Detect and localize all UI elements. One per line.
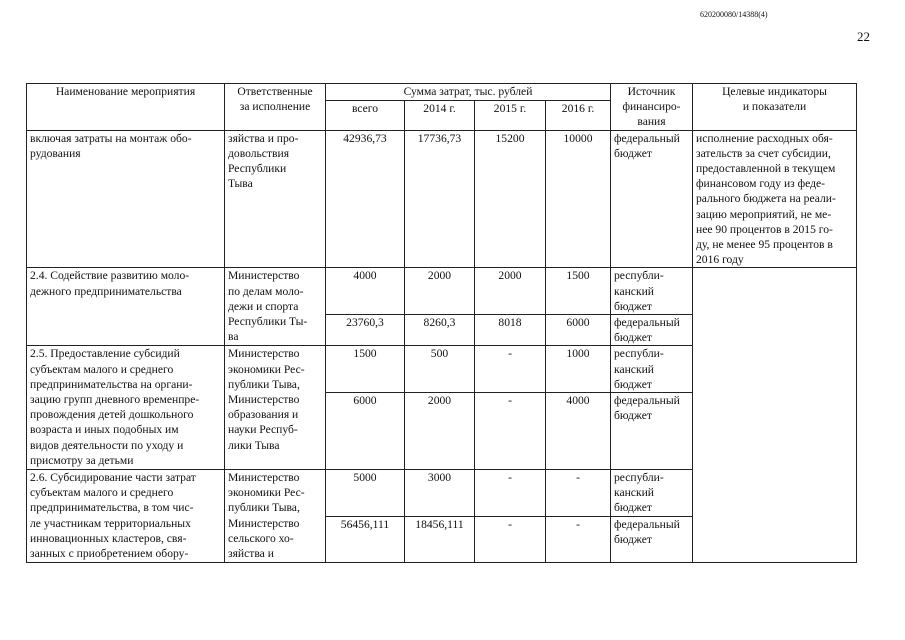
header-2015: 2015 г. — [475, 101, 546, 130]
cell-total: 4000 — [326, 268, 405, 315]
cell-total: 6000 — [326, 393, 405, 470]
header-2016: 2016 г. — [546, 101, 611, 130]
row-source: республи- канский бюджет — [611, 268, 693, 315]
page-number: 22 — [857, 29, 870, 44]
cell-2015: - — [475, 393, 546, 470]
row-source: республи- канский бюджет — [611, 470, 693, 517]
row-source: федеральный бюджет — [611, 130, 693, 268]
cell-2014: 500 — [405, 346, 475, 393]
row-indicators: исполнение расходных обя- зательств за счет субсидии, предоставленной в текущем финансовом году из феде- рального бюджета на реали- зацию мероприятий, не ме- нее 90 процентов в 2015 го- ду, не менее 95 процентов в 2016 году — [693, 130, 857, 268]
header-indicators: Целевые индикаторы и показатели — [693, 84, 857, 131]
cell-2016: 1000 — [546, 346, 611, 393]
row-responsible: Министерство экономики Рес- публики Тыва, Министерство образования и науки Респуб- лики Тыва — [225, 346, 326, 470]
cell-2016: 6000 — [546, 315, 611, 346]
cell-2015: 2000 — [475, 268, 546, 315]
row-name: включая затраты на монтаж обо- рудования — [27, 130, 225, 268]
cell-2014: 17736,73 — [405, 130, 475, 268]
row-source: республи- канский бюджет — [611, 346, 693, 393]
cell-total: 42936,73 — [326, 130, 405, 268]
cell-total: 23760,3 — [326, 315, 405, 346]
cell-2014: 18456,111 — [405, 516, 475, 562]
cell-total: 5000 — [326, 470, 405, 517]
cell-2015: - — [475, 346, 546, 393]
row-source: федеральный бюджет — [611, 516, 693, 562]
row-responsible: зяйства и про- довольствия Республики Тыва — [225, 130, 326, 268]
cell-2016: 10000 — [546, 130, 611, 268]
cell-2015: - — [475, 470, 546, 517]
table-row — [27, 130, 857, 268]
cell-total: 56456,111 — [326, 516, 405, 562]
expenditure-table — [26, 83, 857, 563]
cell-2015: 15200 — [475, 130, 546, 268]
cell-2014: 3000 — [405, 470, 475, 517]
row-source: федеральный бюджет — [611, 315, 693, 346]
row-name: 2.4. Содействие развитию моло- дежного предпринимательства — [27, 268, 225, 346]
cell-2014: 2000 — [405, 268, 475, 315]
row-responsible: Министерство экономики Рес- публики Тыва, Министерство сельского хо- зяйства и — [225, 470, 326, 563]
header-source: Источник финансиро- вания — [611, 84, 693, 131]
row-source: федеральный бюджет — [611, 393, 693, 470]
row-responsible: Министерство по делам моло- дежи и спорта Республики Ты- ва — [225, 268, 326, 346]
header-sum: Сумма затрат, тыс. рублей — [326, 84, 611, 101]
cell-2016: - — [546, 470, 611, 517]
cell-2015: 8018 — [475, 315, 546, 346]
row-name: 2.6. Субсидирование части затрат субъектам малого и среднего предпринимательства, в том чис- ле участникам территориальных инновационных кластеров, свя- занных с приобретением обору- — [27, 470, 225, 563]
cell-2016: 1500 — [546, 268, 611, 315]
cell-2016: 4000 — [546, 393, 611, 470]
cell-total: 1500 — [326, 346, 405, 393]
cell-2016: - — [546, 516, 611, 562]
header-responsible: Ответственные за исполнение — [225, 84, 326, 131]
cell-2014: 2000 — [405, 393, 475, 470]
header-total: всего — [326, 101, 405, 130]
table-row — [27, 268, 857, 315]
row-indicators-empty — [693, 268, 857, 562]
document-id: 620200080/14388(4) — [700, 10, 768, 19]
header-2014: 2014 г. — [405, 101, 475, 130]
header-name: Наименование мероприятия — [27, 84, 225, 131]
cell-2015: - — [475, 516, 546, 562]
cell-2014: 8260,3 — [405, 315, 475, 346]
row-name: 2.5. Предоставление субсидий субъектам малого и среднего предпринимательства на органи- зацию групп дневного временпре- провождения детей дошкольного возраста и иных подобных им видов деятельности по уходу и присмотру за детьми — [27, 346, 225, 470]
